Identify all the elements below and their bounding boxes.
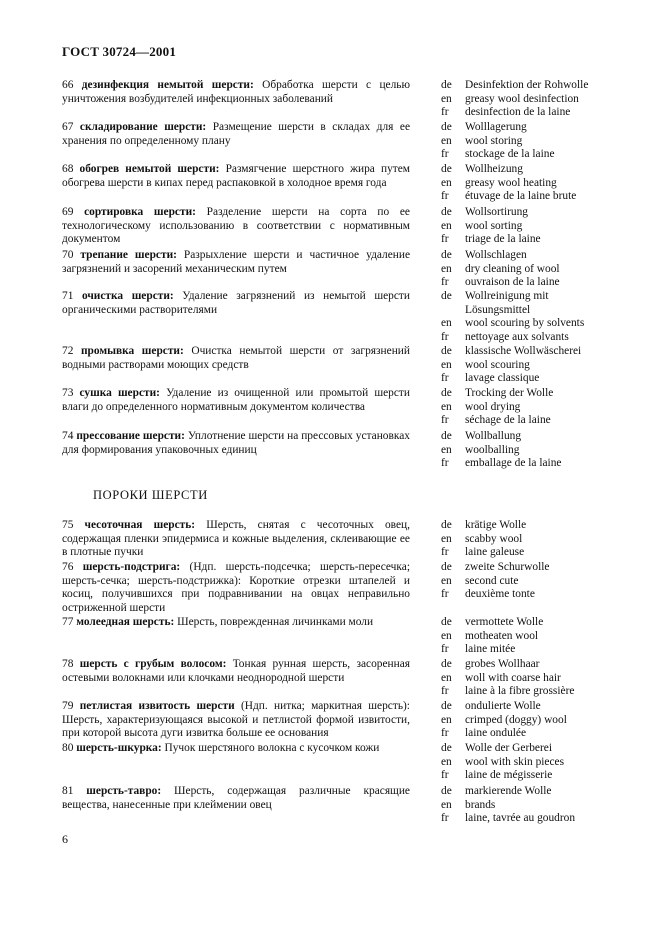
language-code: de bbox=[441, 290, 452, 302]
translation-text: Wollballung bbox=[465, 430, 522, 442]
translation-row bbox=[441, 812, 641, 826]
language-code: fr bbox=[441, 812, 449, 825]
translation-row bbox=[441, 331, 641, 345]
language-code: fr bbox=[441, 372, 449, 385]
language-code bbox=[441, 304, 465, 318]
translation-row bbox=[441, 588, 641, 602]
translation-row bbox=[441, 276, 641, 290]
term-entry bbox=[62, 249, 410, 276]
term-number: 72 bbox=[62, 345, 81, 357]
translation-row bbox=[441, 135, 641, 149]
term-definition: Шерсть, характеризующаяся высокой и петлистой формой извитости, при которой высота дуги извитка больше ее основания bbox=[62, 713, 410, 739]
translation-text: deuxième tonte bbox=[465, 588, 535, 601]
language-code: de bbox=[441, 79, 452, 91]
translation-row bbox=[441, 387, 641, 401]
translation-row bbox=[441, 727, 641, 741]
translation-row bbox=[441, 121, 641, 135]
translation-row bbox=[441, 401, 641, 415]
translations bbox=[441, 658, 641, 699]
translation-text: wool storing bbox=[465, 134, 523, 147]
language-code: en bbox=[441, 176, 452, 189]
translation-text: stockage de la laine bbox=[465, 148, 555, 161]
term-name: складирование шерсти: bbox=[79, 121, 207, 133]
translation-row bbox=[441, 177, 641, 191]
translation-text: laine, tavrée au goudron bbox=[465, 812, 576, 825]
translation-row bbox=[441, 304, 641, 318]
translation-text: Wollsortirung bbox=[465, 206, 528, 218]
translation-row bbox=[441, 372, 641, 386]
translation-row bbox=[441, 457, 641, 471]
translations bbox=[441, 616, 641, 657]
language-code: fr bbox=[441, 190, 449, 203]
term-definition: Короткие отрезки штапелей и косиц, получившихся при подравнивании на овцах неправильно остриженной шерсти bbox=[62, 574, 410, 614]
term-definition: Шерсть, содержащая различные красящие вещества, нанесенные при клеймении овец bbox=[62, 785, 410, 811]
translation-text: laine de mégisserie bbox=[465, 769, 553, 782]
term-name: очистка шерсти: bbox=[81, 290, 174, 302]
language-code: de bbox=[441, 387, 452, 399]
language-code: fr bbox=[441, 588, 449, 601]
term-entry bbox=[62, 345, 410, 372]
translation-text: séchage de la laine bbox=[465, 414, 551, 427]
translations bbox=[441, 430, 641, 471]
translation-text: Wollheizung bbox=[465, 163, 523, 175]
language-code: en bbox=[441, 532, 452, 545]
translation-row bbox=[441, 714, 641, 728]
language-code: fr bbox=[441, 414, 449, 427]
translation-row bbox=[441, 616, 641, 630]
language-code: de bbox=[441, 561, 452, 573]
language-code: en bbox=[441, 317, 452, 330]
page-number: 6 bbox=[62, 832, 68, 846]
translation-text: Trocking der Wolle bbox=[465, 387, 554, 399]
term-number: 80 bbox=[62, 742, 77, 754]
translation-text: wool scouring bbox=[465, 358, 530, 371]
translation-row bbox=[441, 79, 641, 93]
term-name: шерсть-шкурка: bbox=[76, 742, 162, 754]
language-code: en bbox=[441, 134, 452, 147]
term-number: 78 bbox=[62, 658, 80, 670]
translation-row bbox=[441, 290, 641, 304]
translation-row bbox=[441, 93, 641, 107]
translation-row bbox=[441, 163, 641, 177]
translation-text: woolballing bbox=[465, 443, 520, 456]
translation-row bbox=[441, 643, 641, 657]
term-name: трепание шерсти: bbox=[80, 249, 177, 261]
translation-row bbox=[441, 519, 641, 533]
translation-row bbox=[441, 263, 641, 277]
language-code: en bbox=[441, 400, 452, 413]
term-name: шерсть-тавро: bbox=[86, 785, 162, 797]
language-code: de bbox=[441, 345, 452, 357]
translation-row bbox=[441, 106, 641, 120]
term-definition: Удаление из очищенной или промытой шерсти влаги до определенного нормативным документом количества bbox=[62, 387, 410, 413]
translation-text: triage de la laine bbox=[465, 233, 541, 246]
translation-text: laine mitée bbox=[465, 643, 516, 656]
translation-text: second cute bbox=[465, 574, 519, 587]
translation-text: wool sorting bbox=[465, 219, 523, 232]
translation-row bbox=[441, 148, 641, 162]
term-entry bbox=[62, 785, 410, 812]
language-code: de bbox=[441, 700, 452, 712]
translation-text: laine ondulée bbox=[465, 727, 527, 740]
language-code: de bbox=[441, 249, 452, 261]
translation-row bbox=[441, 658, 641, 672]
term-definition: Пучок шерстяного волокна с кусочком кожи bbox=[161, 742, 380, 754]
translation-text: grobes Wollhaar bbox=[465, 658, 540, 670]
term-number: 66 bbox=[62, 79, 82, 91]
term-definition: Разрыхление шерсти и частичное удаление загрязнений и засорений механическим путем bbox=[62, 249, 411, 275]
language-code: en bbox=[441, 671, 452, 684]
translations bbox=[441, 249, 641, 290]
term-name: промывка шерсти: bbox=[80, 345, 184, 357]
term-entry bbox=[62, 206, 410, 247]
term-name: прессование шерсти: bbox=[76, 430, 185, 442]
language-code: en bbox=[441, 358, 452, 371]
language-code: en bbox=[441, 713, 452, 726]
translation-row bbox=[441, 533, 641, 547]
term-name: сортировка шерсти: bbox=[84, 206, 196, 218]
term-entry bbox=[62, 290, 410, 317]
term-deprecated-note: (Ндп. шерсть-подсечка; шерсть-пересечка; шерсть-сечка; шерсть-подстрижка): bbox=[62, 561, 410, 587]
language-code: fr bbox=[441, 727, 449, 740]
translation-row bbox=[441, 742, 641, 756]
term-number: 70 bbox=[62, 249, 81, 261]
translation-row bbox=[441, 190, 641, 204]
language-code: de bbox=[441, 430, 452, 442]
translation-row bbox=[441, 756, 641, 770]
translations bbox=[441, 742, 641, 783]
term-name: шерсть с грубым волосом: bbox=[79, 658, 227, 670]
term-definition: Уплотнение шерсти на прессовых установках для формирования упаковочных единиц bbox=[62, 430, 410, 456]
term-number: 81 bbox=[62, 785, 87, 797]
language-code: en bbox=[441, 574, 452, 587]
translation-text: brands bbox=[465, 798, 496, 811]
translation-row bbox=[441, 672, 641, 686]
translation-row bbox=[441, 345, 641, 359]
term-definition: Удаление загрязнений из немытой шерсти органическими растворителями bbox=[62, 290, 410, 316]
language-code: en bbox=[441, 443, 452, 456]
language-code: fr bbox=[441, 148, 449, 161]
translation-row bbox=[441, 430, 641, 444]
translation-row bbox=[441, 249, 641, 263]
translation-row bbox=[441, 233, 641, 247]
translation-row bbox=[441, 220, 641, 234]
translations bbox=[441, 700, 641, 741]
translation-row bbox=[441, 799, 641, 813]
translation-row bbox=[441, 561, 641, 575]
term-number: 68 bbox=[62, 163, 80, 175]
term-definition: Размещение шерсти в складах для ее хранения по определенному плану bbox=[62, 121, 410, 147]
language-code: de bbox=[441, 742, 452, 754]
translation-text: woll with coarse hair bbox=[465, 671, 561, 684]
language-code: de bbox=[441, 785, 452, 797]
translation-row bbox=[441, 444, 641, 458]
language-code: fr bbox=[441, 276, 449, 289]
term-definition: Разделение шерсти на сорта по ее технологическому использованию в соответствии с нормативным документом bbox=[62, 206, 410, 245]
language-code: en bbox=[441, 92, 452, 105]
translations bbox=[441, 79, 641, 120]
language-code: de bbox=[441, 163, 452, 175]
translation-text: Wollschlagen bbox=[465, 249, 527, 261]
language-code: de bbox=[441, 206, 452, 218]
translations bbox=[441, 561, 641, 602]
language-code: en bbox=[441, 262, 452, 275]
translation-text: markierende Wolle bbox=[465, 785, 552, 797]
translation-text: emballage de la laine bbox=[465, 457, 562, 470]
language-code: en bbox=[441, 798, 452, 811]
translation-text: laine à la fibre grossière bbox=[465, 685, 575, 698]
translation-row bbox=[441, 414, 641, 428]
term-number: 69 bbox=[62, 206, 85, 218]
term-entry bbox=[62, 616, 410, 630]
translation-row bbox=[441, 359, 641, 373]
term-definition: Шерсть, поврежденная личинками моли bbox=[174, 616, 374, 628]
translation-text: nettoyage aux solvants bbox=[465, 331, 569, 344]
translation-row bbox=[441, 546, 641, 560]
translation-text: desinfection de la laine bbox=[465, 106, 571, 119]
term-entry bbox=[62, 430, 410, 457]
translation-row bbox=[441, 685, 641, 699]
term-entry bbox=[62, 79, 410, 106]
term-number: 75 bbox=[62, 519, 85, 531]
language-code: fr bbox=[441, 331, 449, 344]
term-name: петлистая извитость шерсти bbox=[79, 700, 235, 712]
term-name: обогрев немытой шерсти: bbox=[79, 163, 220, 175]
term-definition: Тонкая рунная шерсть, засоренная остевыми волокнами или клочками неоднородной шерсти bbox=[62, 658, 411, 684]
term-number: 79 bbox=[62, 700, 80, 712]
translation-row bbox=[441, 630, 641, 644]
translation-text: ouvraison de la laine bbox=[465, 276, 560, 289]
translation-text: Desinfektion der Rohwolle bbox=[465, 79, 589, 91]
translation-text: krätige Wolle bbox=[465, 519, 527, 531]
language-code: en bbox=[441, 219, 452, 232]
term-definition: Обработка шерсти с целью уничтожения возбудителей инфекционных заболеваний bbox=[62, 79, 410, 105]
term-number: 73 bbox=[62, 387, 80, 399]
term-entry bbox=[62, 742, 410, 756]
language-code: de bbox=[441, 616, 452, 628]
translation-text: greasy wool heating bbox=[465, 176, 557, 189]
term-entry bbox=[62, 519, 410, 560]
translation-text: vermottete Wolle bbox=[465, 616, 544, 628]
term-entry bbox=[62, 561, 410, 615]
standard-header: ГОСТ 30724—2001 bbox=[62, 44, 177, 59]
translations bbox=[441, 163, 641, 204]
translation-text: klassische Wollwäscherei bbox=[465, 345, 582, 357]
language-code: fr bbox=[441, 457, 449, 470]
translation-text: Wolllagerung bbox=[465, 121, 527, 133]
term-name: молеедная шерсть: bbox=[76, 616, 175, 628]
translation-row bbox=[441, 317, 641, 331]
translation-row bbox=[441, 575, 641, 589]
term-entry bbox=[62, 700, 410, 741]
term-entry bbox=[62, 163, 410, 190]
language-code: fr bbox=[441, 233, 449, 246]
term-number: 74 bbox=[62, 430, 77, 442]
language-code: fr bbox=[441, 769, 449, 782]
translations bbox=[441, 345, 641, 386]
language-code: fr bbox=[441, 106, 449, 119]
section-title: ПОРОКИ ШЕРСТИ bbox=[93, 488, 208, 502]
translations bbox=[441, 387, 641, 428]
translation-text: scabby wool bbox=[465, 532, 523, 545]
term-definition: Очистка немытой шерсти от загрязнений водными растворами моющих средств bbox=[62, 345, 410, 371]
translation-text: greasy wool desinfection bbox=[465, 92, 579, 105]
translation-text: étuvage de la laine brute bbox=[465, 190, 577, 203]
translations bbox=[441, 785, 641, 826]
translation-text: Wolle der Gerberei bbox=[465, 742, 552, 754]
term-definition: Размягчение шерстного жира путем обогрева шерсти в кипах перед распаковкой в холодное время года bbox=[62, 163, 411, 189]
translation-text: Lösungsmittel bbox=[465, 303, 531, 316]
language-code: de bbox=[441, 121, 452, 133]
language-code: de bbox=[441, 519, 452, 531]
translation-text: dry cleaning of wool bbox=[465, 262, 560, 275]
translations bbox=[441, 206, 641, 247]
translation-text: Wollreinigung mit bbox=[465, 290, 549, 302]
term-definition: Шерсть, снятая с чесоточных овец, содержащая пленки эпидермиса и кожные выделения, склеивающие ее в плотные пучки bbox=[62, 519, 410, 558]
language-code: de bbox=[441, 658, 452, 670]
term-number: 76 bbox=[62, 561, 83, 573]
term-entry bbox=[62, 387, 410, 414]
term-number: 71 bbox=[62, 290, 82, 302]
term-name: дезинфекция немытой шерсти: bbox=[81, 79, 254, 91]
translation-text: lavage classique bbox=[465, 372, 540, 385]
translation-text: wool with skin pieces bbox=[465, 755, 565, 768]
translation-row bbox=[441, 700, 641, 714]
translation-text: wool scouring by solvents bbox=[465, 317, 585, 330]
term-name: сушка шерсти: bbox=[79, 387, 160, 399]
translation-text: wool drying bbox=[465, 400, 521, 413]
term-name: шерсть-подстрига: bbox=[82, 561, 181, 573]
translation-text: motheaten wool bbox=[465, 629, 539, 642]
translation-text: zweite Schurwolle bbox=[465, 561, 550, 573]
language-code: en bbox=[441, 629, 452, 642]
term-name: чесоточная шерсть: bbox=[84, 519, 196, 531]
translations bbox=[441, 121, 641, 162]
term-deprecated-note: (Ндп. нитка; маркитная шерсть): bbox=[234, 700, 410, 712]
translation-text: laine galeuse bbox=[465, 546, 525, 559]
term-number: 77 bbox=[62, 616, 77, 628]
term-entry bbox=[62, 658, 410, 685]
translation-text: crimped (doggy) wool bbox=[465, 713, 567, 726]
language-code: en bbox=[441, 755, 452, 768]
language-code: fr bbox=[441, 643, 449, 656]
language-code: fr bbox=[441, 546, 449, 559]
term-entry bbox=[62, 121, 410, 148]
translation-row bbox=[441, 206, 641, 220]
translation-row bbox=[441, 769, 641, 783]
term-number: 67 bbox=[62, 121, 80, 133]
translations bbox=[441, 290, 641, 345]
translation-text: ondulierte Wolle bbox=[465, 700, 541, 712]
language-code: fr bbox=[441, 685, 449, 698]
translations bbox=[441, 519, 641, 560]
translation-row bbox=[441, 785, 641, 799]
